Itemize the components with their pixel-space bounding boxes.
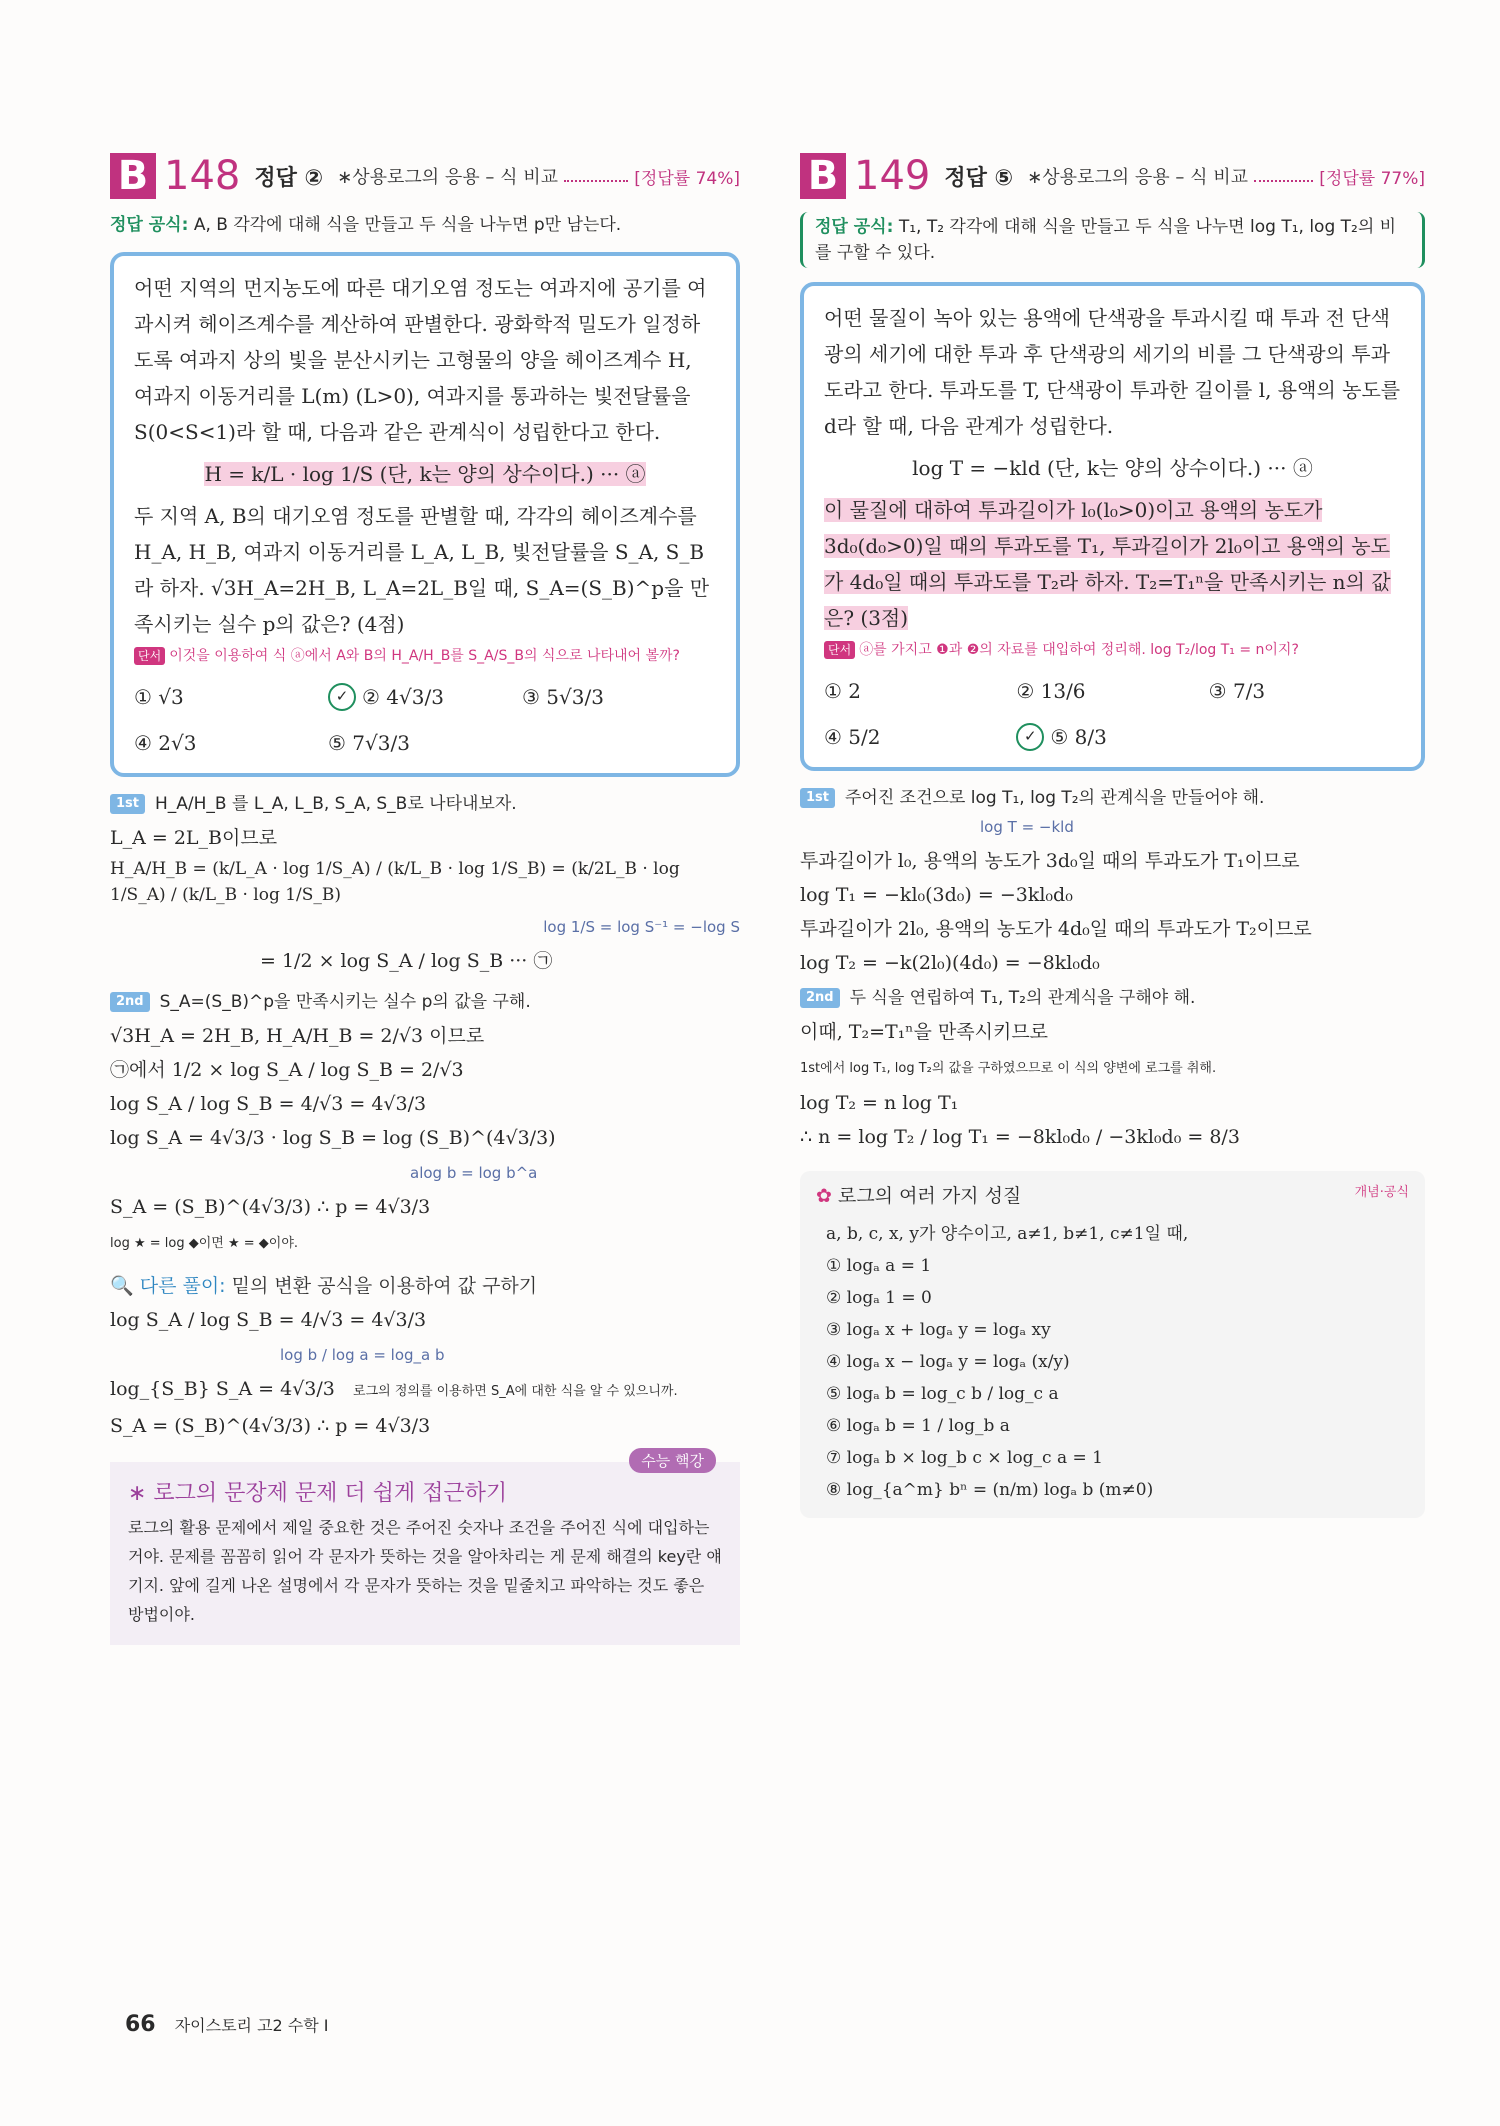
q148-s2-l2: ㉠에서 1/2 × log S_A / log S_B = 2/√3 [110, 1059, 464, 1081]
log-properties-title: 로그의 여러 가지 성질 [837, 1185, 1022, 1207]
q149-para1: 어떤 물질이 녹아 있는 용액에 단색광을 투과시킬 때 투과 전 단색광의 세기에 대한 투과 후 단색광의 세기의 비를 그 단색광의 투과도라고 한다. 투과도를 T, 단색광이 투과한 길이를 l, 용액의 농도를 d라 할 때, 다음 관계가 성립한다. [824, 306, 1401, 438]
q149-choices [824, 673, 1401, 755]
q148-choices [134, 679, 716, 761]
log-properties-category: 개념·공식 [1354, 1185, 1409, 1200]
list-item: ① logₐ a = 1 [826, 1256, 932, 1276]
q148-s1-note: log 1/S = log S⁻¹ = −log S [543, 918, 740, 936]
q148-s2-l5: S_A = (S_B)^(4√3/3) ∴ p = 4√3/3 [110, 1196, 431, 1218]
q149-s1-l1: 투과길이가 l₀, 용액의 농도가 3d₀일 때의 투과도가 T₁이므로 [800, 850, 1300, 872]
q148-s2-l1: √3H_A = 2H_B, H_A/H_B = 2/√3 이므로 [110, 1025, 485, 1047]
q148-para2: 두 지역 A, B의 대기오염 정도를 판별할 때, 각각의 헤이즈계수를 H_A, H_B, 여과지 이동거리를 L_A, L_B, 빛전달률을 S_A, S_B라 하자. √3H_A=2H_B, L_A=2L_B일 때, S_A=(S_B)^p을 만족시키는 실수 p의 값은? (4점) [134, 504, 710, 636]
q149-formula [800, 212, 1425, 268]
step2-badge: 2nd [110, 992, 150, 1012]
q149-solution [800, 781, 1425, 1153]
search-icon: 🔍 [110, 1275, 134, 1297]
book-title: 자이스토리 고2 수학 I [174, 2016, 329, 2035]
q149-choice-2[interactable]: ② 13/6 [1016, 679, 1086, 703]
q149-formula-text: T₁, T₂ 각각에 대해 식을 만들고 두 식을 나누면 log T₁, log T₂의 비를 구할 수 있다. [815, 217, 1397, 263]
q148-answer: 정답 ② [254, 165, 324, 191]
q148-alt-l2: log_{S_B} S_A = 4√3/3 로그의 정의를 이용하면 S_A에 대한 식을 알 수 있으니까. [110, 1378, 678, 1400]
q148-s2-l4: log S_A = 4√3/3 · log S_B = log (S_B)^(4√3/3) [110, 1127, 556, 1149]
q149-tip [824, 636, 1401, 661]
q148-formula-text: A, B 각각에 대해 식을 만들고 두 식을 나누면 p만 남는다. [193, 215, 622, 235]
q149-s2-note: 1st에서 log T₁, log T₂의 값을 구하였으므로 이 식의 양변에 로그를 취해. [800, 1061, 1217, 1076]
q148-level-badge: B [110, 153, 156, 199]
q149-s1-l2: log T₁ = −kl₀(3d₀) = −3kl₀d₀ [800, 884, 1073, 906]
q148-choice-3[interactable]: ③ 5√3/3 [522, 685, 604, 709]
q148-alt-l3: S_A = (S_B)^(4√3/3) ∴ p = 4√3/3 [110, 1415, 431, 1437]
q148-choice-1[interactable]: ① √3 [134, 685, 184, 709]
q149-header [800, 150, 1425, 202]
answer-mark-icon: ✓ [1016, 723, 1044, 751]
step2-badge: 2nd [800, 988, 840, 1008]
q149-step2: 2nd 두 식을 연립하여 T₁, T₂의 관계식을 구해야 해. [800, 981, 1425, 1014]
page-footer [125, 2012, 329, 2037]
q148-number: 148 [164, 153, 241, 199]
q149-s2-l3: ∴ n = log T₂ / log T₁ = −8kl₀d₀ / −3kl₀d₀ = 8/3 [800, 1126, 1240, 1148]
log-properties-header [816, 1181, 1409, 1208]
q149-choice-3[interactable]: ③ 7/3 [1208, 679, 1266, 703]
suneung-tip-box [110, 1452, 740, 1645]
q149-step1: 1st 주어진 조건으로 log T₁, log T₂의 관계식을 만들어야 해. [800, 781, 1425, 814]
list-item: ⑥ logₐ b = 1 / log_b a [826, 1416, 1010, 1436]
q149-s2-l1: 이때, T₂=T₁ⁿ을 만족시키므로 [800, 1021, 1049, 1043]
q148-alt-note1: log b / log a = log_a b [280, 1346, 445, 1364]
q148-header [110, 150, 740, 202]
q148-s1-l2: H_A/H_B = (k/L_A · log 1/S_A) / (k/L_B · log 1/S_B) = (k/2L_B · log 1/S_A) / (k/L_B · log 1/S_B) [110, 859, 680, 905]
q149-eq-main: log T = −kld (단, k는 양의 상수이다.) ··· ⓐ [912, 456, 1313, 480]
q148-solution [110, 787, 740, 1442]
log-properties-box [800, 1171, 1425, 1518]
q148-step2: 2nd S_A=(S_B)^p을 만족시키는 실수 p의 값을 구해. [110, 985, 740, 1018]
q148-tip [134, 642, 716, 667]
q149-choice-4[interactable]: ④ 5/2 [824, 725, 881, 749]
q148-choice-2[interactable]: ✓ ② 4√3/3 [328, 679, 522, 715]
step1-badge: 1st [800, 788, 835, 808]
q148-question-box [110, 252, 740, 777]
q148-formula [110, 212, 740, 238]
tip-text: 로그의 활용 문제에서 제일 중요한 것은 주어진 숫자나 조건을 주어진 식에 대입하는 거야. 문제를 꼼꼼히 읽어 각 문자가 뜻하는 것을 알아차리는 게 문제 해결의 key란 얘기지. 앞에 길게 나온 설명에서 각 문자가 뜻하는 것을 밑줄치고 파악하는 것도 좋은 방법이야. [128, 1518, 722, 1624]
q149-level-badge: B [800, 153, 846, 199]
q148-s1-l3: = 1/2 × log S_A / log S_B ··· ㉠ [260, 950, 553, 972]
q148-rate: [정답률 74%] [634, 168, 740, 189]
answer-mark-icon: ✓ [328, 683, 356, 711]
list-item: ⑤ logₐ b = log_c b / log_c a [826, 1384, 1059, 1404]
q149-tip-text: ⓐ를 가지고 ❶과 ❷의 자료를 대입하여 정리해. log T₂/log T₁ = n이지? [859, 642, 1299, 658]
q148-alt-title: 🔍 다른 풀이: 밑의 변환 공식을 이용하여 값 구하기 [110, 1275, 538, 1297]
q149-answer: 정답 ⑤ [944, 165, 1014, 191]
q148-formula-label: 정답 공식: [110, 215, 189, 235]
step1-badge: 1st [110, 794, 145, 814]
list-item: ⑧ log_{a^m} bⁿ = (n/m) logₐ b (m≠0) [826, 1480, 1154, 1500]
q149-topic: ∗상용로그의 응용 – 식 비교 [1027, 167, 1249, 188]
q148-choice-4[interactable]: ④ 2√3 [134, 731, 197, 755]
q149-s1-l3: 투과길이가 2l₀, 용액의 농도가 4d₀일 때의 투과도가 T₂이므로 [800, 918, 1312, 940]
q148-dots [564, 170, 628, 182]
q148-tip-text: 이것을 이용하여 식 ⓐ에서 A와 B의 H_A/H_B를 S_A/S_B의 식으로 나타내어 볼까? [169, 648, 680, 664]
q149-formula-label: 정답 공식: [815, 217, 894, 237]
list-item: ⑦ logₐ b × log_b c × log_c a = 1 [826, 1448, 1103, 1468]
q149-step1-sub: log T = −kld [980, 818, 1074, 836]
q149-rate: [정답률 77%] [1319, 168, 1425, 189]
q149-tip-tag: 단서 [824, 641, 855, 659]
q148-alt-l1: log S_A / log S_B = 4/√3 = 4√3/3 [110, 1309, 427, 1331]
q148-s2-l3: log S_A / log S_B = 4/√3 = 4√3/3 [110, 1093, 427, 1115]
question-148 [110, 150, 740, 1645]
q148-eq-main: H = k/L · log 1/S (단, k는 양의 상수이다.) ··· ⓐ [204, 462, 646, 486]
q149-number: 149 [854, 153, 931, 199]
tip-label: 수능 핵강 [629, 1448, 716, 1473]
tip-title: ∗ 로그의 문장제 문제 더 쉽게 접근하기 [128, 1481, 508, 1506]
q149-question-box [800, 282, 1425, 771]
list-item: ④ logₐ x − logₐ y = logₐ (x/y) [826, 1352, 1070, 1372]
q148-topic: ∗상용로그의 응용 – 식 비교 [337, 167, 559, 188]
q148-s2-note2: log ★ = log ◆이면 ★ = ◆이야. [110, 1236, 299, 1251]
q148-tip-tag: 단서 [134, 647, 165, 665]
q148-choice-5[interactable]: ⑤ 7√3/3 [328, 731, 410, 755]
q148-s2-note1: alog b = log b^a [410, 1164, 538, 1182]
list-item: ② logₐ 1 = 0 [826, 1288, 932, 1308]
flower-icon: ✿ [816, 1185, 832, 1207]
q148-s1-l1: L_A = 2L_B이므로 [110, 827, 278, 849]
q149-s2-l2: log T₂ = n log T₁ [800, 1092, 959, 1114]
q149-para2: 이 물질에 대하여 투과길이가 l₀(l₀>0)이고 용액의 농도가 3d₀(d₀>0)일 때의 투과도를 T₁, 투과길이가 2l₀이고 용액의 농도가 4d₀일 때의 투과도를 T₂라 하자. T₂=T₁ⁿ을 만족시키는 n의 값은? (3점) [824, 498, 1391, 630]
log-properties-intro: a, b, c, x, y가 양수이고, a≠1, b≠1, c≠1일 때, [826, 1224, 1189, 1244]
q149-s1-l4: log T₂ = −k(2l₀)(4d₀) = −8kl₀d₀ [800, 952, 1100, 974]
q149-choice-5[interactable]: ✓ ⑤ 8/3 [1016, 719, 1208, 755]
q148-para1: 어떤 지역의 먼지농도에 따른 대기오염 정도는 여과지에 공기를 여과시켜 헤이즈계수를 계산하여 판별한다. 광화학적 밀도가 일정하도록 여과지 상의 빛을 분산시키는 고형물의 양을 헤이즈계수 H, 여과지 이동거리를 L(m) (L>0), 여과지를 통과하는 빛전달률을 S(0<S<1)라 할 때, 다음과 같은 관계식이 성립한다고 한다. [134, 276, 707, 444]
question-149 [800, 150, 1425, 1518]
page-number: 66 [125, 2012, 156, 2037]
list-item: ③ logₐ x + logₐ y = logₐ xy [826, 1320, 1051, 1340]
q149-dots [1254, 170, 1313, 182]
log-properties-list [816, 1218, 1409, 1506]
q149-choice-1[interactable]: ① 2 [824, 679, 862, 703]
q148-step1: 1st H_A/H_B 를 L_A, L_B, S_A, S_B로 나타내보자. [110, 787, 740, 820]
